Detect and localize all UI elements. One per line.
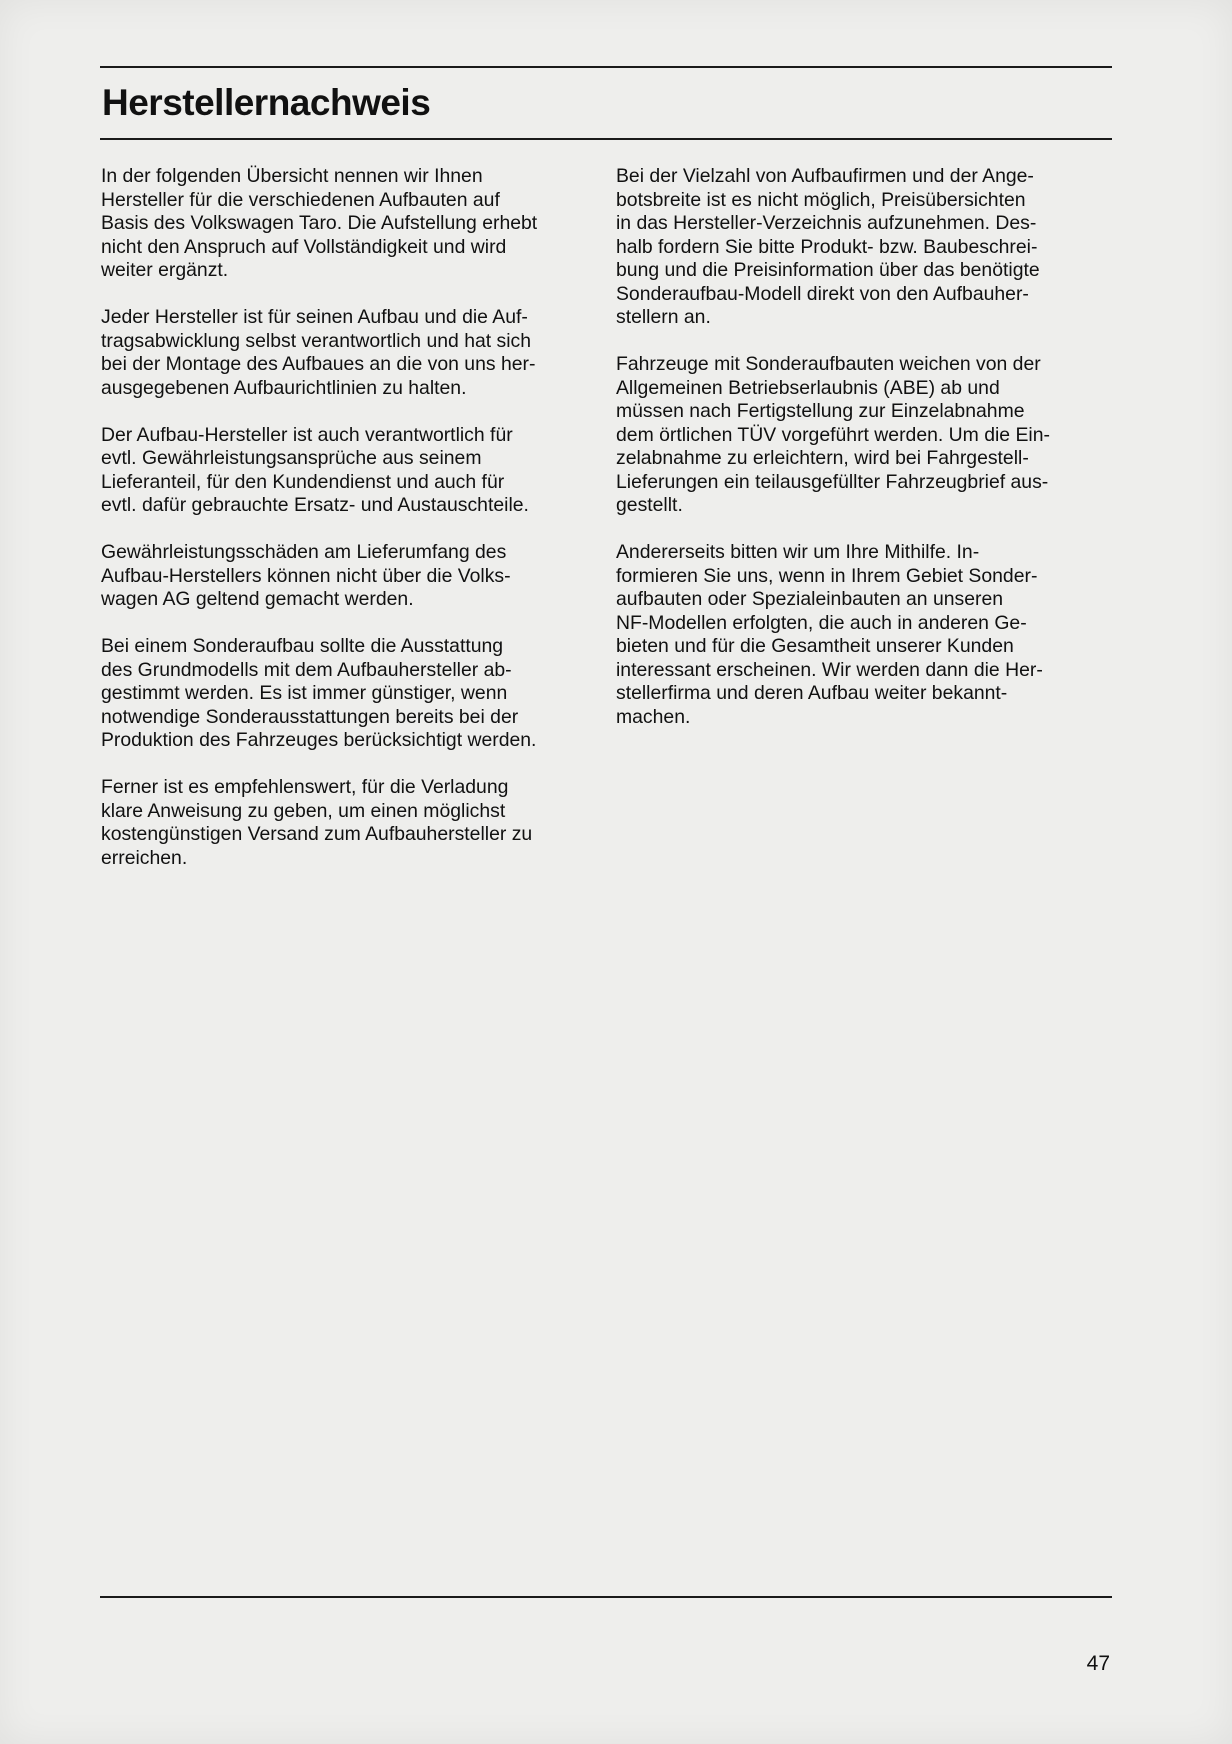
left-column (101, 165, 581, 894)
paragraph: In der folgenden Übersicht nennen wir Ihnen Hersteller für die verschiedenen Aufbauten auf Basis des Volkswagen Taro. Die Aufstellung erhebt nicht den Anspruch auf Vollständigkeit und wird weiter ergänzt. (101, 165, 538, 281)
paragraph: Fahrzeuge mit Sonderaufbauten weichen von der Allgemeinen Betriebserlaubnis (ABE) ab und müssen nach Fertigstellung zur Einzelabnahme dem örtlichen TÜV vorgeführt werden. Um die Ein- zelabnahme zu erleichtern, wird bei Fahrgestell- Lieferungen ein teilausgefüllter Fahrzeugbrief aus- gestellt. (616, 353, 1050, 516)
title-rule (100, 138, 1112, 140)
paragraph: Andererseits bitten wir um Ihre Mithilfe. In- formieren Sie uns, wenn in Ihrem Gebiet Sonder- aufbauten oder Spezialeinbauten an unseren NF-Modellen erfolgten, die auch in anderen Ge- bieten und für die Gesamtheit unserer Kunden interessant erscheinen. Wir werden dann die Her- stellerfirma und deren Aufbau weiter bekannt- machen. (616, 541, 1043, 728)
paragraph: Der Aufbau-Hersteller ist auch verantwortlich für evtl. Gewährleistungsansprüche aus seinem Lieferanteil, für den Kundendienst und auch für evtl. dafür gebrauchte Ersatz- und Austauschteile. (101, 423, 529, 516)
top-rule (100, 66, 1112, 68)
paragraph: Bei einem Sonderaufbau sollte die Ausstattung des Grundmodells mit dem Aufbauhersteller ab- gestimmt werden. Es ist immer günstiger, wenn notwendige Sonderausstattungen bereits bei der Produktion des Fahrzeuges berücksichtigt werden. (101, 635, 537, 751)
paragraph: Bei der Vielzahl von Aufbaufirmen und der Ange- botsbreite ist es nicht möglich, Preisübersichten in das Hersteller-Verzeichnis aufzunehmen. Des- halb fordern Sie bitte Produkt- bzw. Baubeschrei- bung und die Preisinformation über das benötigte Sonderaufbau-Modell direkt von den Aufbauher- stellern an. (616, 165, 1040, 328)
page-title: Herstellernachweis (102, 82, 431, 123)
paragraph: Ferner ist es empfehlenswert, für die Verladung klare Anweisung zu geben, um einen möglichst kostengünstigen Versand zum Aufbauhersteller zu erreichen. (101, 776, 533, 869)
page-number: 47 (1086, 1652, 1110, 1675)
bottom-rule (100, 1596, 1112, 1598)
paragraph: Jeder Hersteller ist für seinen Aufbau und die Auf- tragsabwicklung selbst verantwortlich und hat sich bei der Montage des Aufbaues an die von uns her- ausgegebenen Aufbaurichtlinien zu halten. (101, 306, 536, 399)
paragraph: Gewährleistungsschäden am Lieferumfang des Aufbau-Herstellers können nicht über die Volks- wagen AG geltend gemacht werden. (101, 541, 511, 610)
right-column (616, 165, 1102, 753)
